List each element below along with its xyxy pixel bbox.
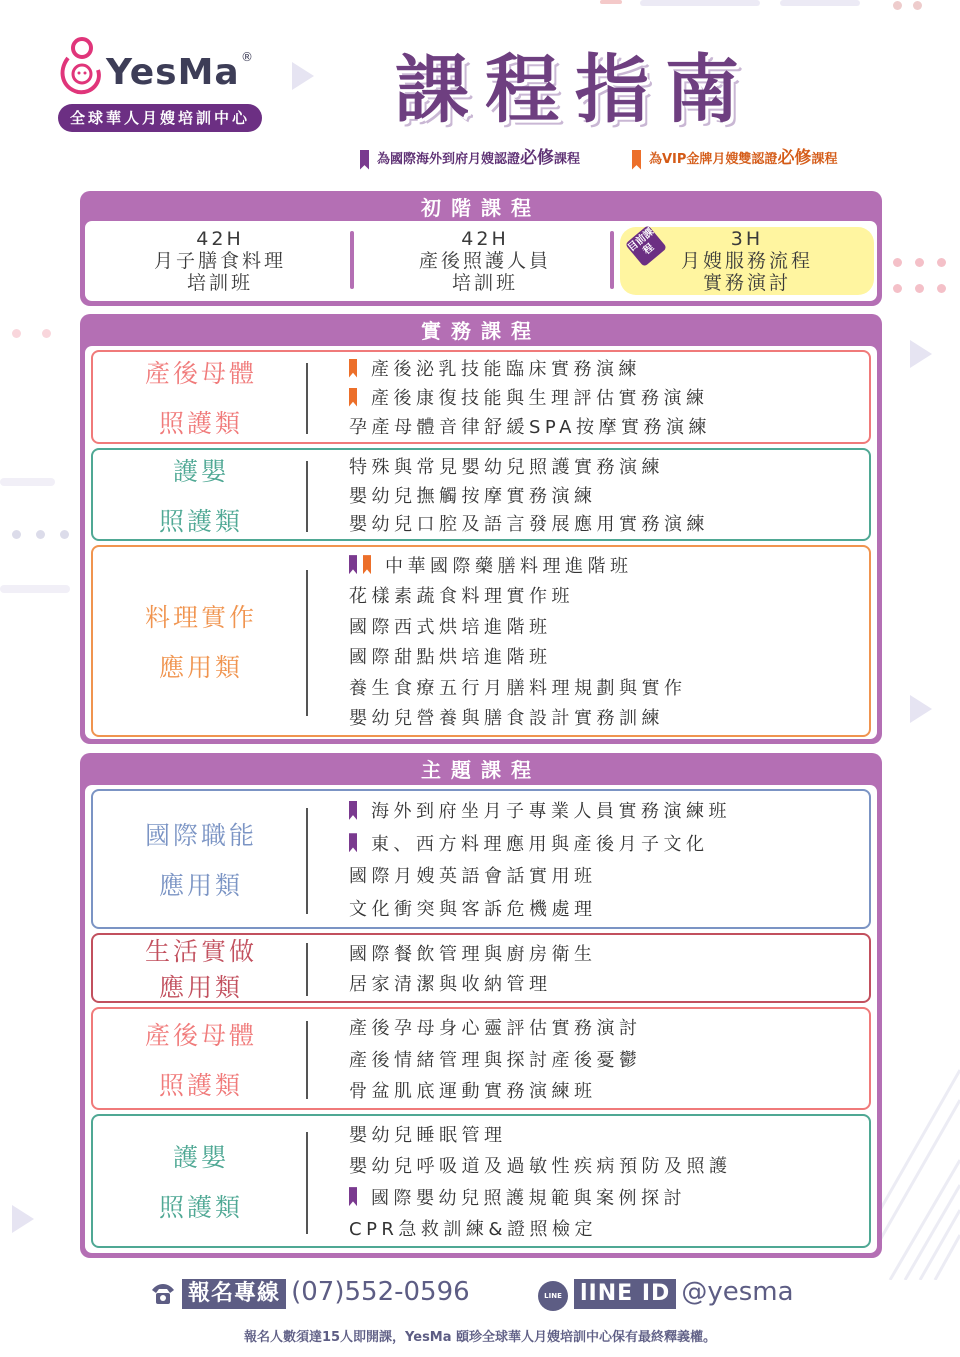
course-name: 月子膳食料理 [153, 250, 286, 272]
orange-bookmark-icon [349, 388, 357, 407]
course-item [349, 704, 859, 730]
course-list [349, 1116, 859, 1246]
course-item [349, 355, 859, 381]
bg-dot [12, 329, 21, 338]
bg-diagonal-lines [880, 1040, 960, 1280]
registered-mark: ® [241, 50, 253, 64]
logo-wordmark: YesMa [106, 52, 240, 93]
course-item-text: 骨盆肌底運動實務演練班 [349, 1080, 597, 1102]
course-item [349, 1184, 859, 1210]
footer-note: 報名人數須達15人即開課，YesMa 頤珍全球華人月嫂培訓中心保有最終釋義權。 [243, 1330, 717, 1345]
course-item-text: 花樣素蔬食料理實作班 [349, 586, 574, 608]
legend-text: 課程 [554, 152, 581, 167]
course-item [349, 970, 859, 996]
category-name-line: 照護類 [158, 506, 243, 536]
bg-dot [893, 258, 902, 267]
course-item-text: 海外到府坐月子專業人員實務演練班 [371, 801, 731, 823]
section-title: 實務課程 [421, 319, 541, 343]
bg-dot [915, 258, 924, 267]
category-divider [306, 1132, 308, 1234]
course-item-text: 產後情緒管理與探討產後憂鬱 [349, 1049, 642, 1071]
course-name: 培訓班 [451, 272, 518, 294]
section-title: 初階課程 [421, 196, 541, 220]
course-item-text: 國際嬰幼兒照護規範與案例探討 [371, 1187, 686, 1209]
course-item [349, 643, 859, 669]
category-divider [306, 570, 308, 716]
bg-stripe [780, 0, 860, 6]
course-item [349, 1121, 859, 1147]
course-item [349, 1014, 859, 1040]
line-contact [538, 1276, 794, 1308]
course-item [349, 940, 859, 966]
category-name [93, 547, 309, 735]
bg-stripe [600, 0, 622, 4]
line-id-label: lINE ID [574, 1279, 676, 1309]
course-name: 實務演討 [702, 272, 791, 294]
course-item-text: 國際月嫂英語會話實用班 [349, 866, 597, 888]
category-name [93, 1009, 309, 1108]
category-name-line: 應用類 [158, 653, 243, 682]
course-item-text: CPR急救訓練&證照檢定 [349, 1218, 597, 1240]
course-list [349, 352, 859, 442]
course-list [349, 547, 859, 735]
bg-triangle [910, 695, 932, 723]
category-card [91, 350, 871, 444]
course-item-text: 居家清潔與收納管理 [349, 974, 552, 996]
course-item [349, 797, 859, 823]
bg-dot [937, 258, 946, 267]
course-item-text: 國際餐飲管理與廚房衛生 [349, 943, 597, 965]
course-hours: 42H [196, 228, 244, 250]
purple-bookmark-icon [349, 833, 357, 852]
course-hours: 42H [461, 228, 509, 250]
course-item [349, 674, 859, 700]
course-item [349, 552, 859, 578]
bg-triangle [292, 62, 314, 90]
course-item [349, 895, 859, 921]
basic-course-section [80, 191, 882, 306]
category-name-line: 國際職能 [144, 821, 257, 850]
bg-triangle [910, 340, 932, 368]
course-item-text: 國際甜點烘培進階班 [349, 647, 552, 669]
mother-baby-logo-icon [58, 36, 106, 96]
practice-course-panel [85, 346, 877, 739]
orange-bookmark-icon [363, 555, 371, 574]
category-card [91, 933, 871, 1003]
theme-course-section [80, 753, 882, 1258]
course-item-text: 中華國際藥膳料理進階班 [385, 555, 633, 577]
category-name-line: 護嬰 [172, 1143, 229, 1172]
phone-label: 報名專線 [182, 1279, 286, 1309]
line-id[interactable]: @yesma [681, 1277, 794, 1307]
bg-stripe [0, 478, 55, 486]
course-item-text: 嬰幼兒營養與膳食設計實務訓練 [349, 708, 664, 730]
legend-text: 為VIP金牌月嫂雙認證 [649, 152, 778, 167]
category-card [91, 448, 871, 541]
course-item [349, 1077, 859, 1103]
course-item-text: 文化衝突與客訴危機處理 [349, 898, 597, 920]
legend-orange [632, 146, 837, 170]
line-app-icon: LINE [538, 1281, 568, 1311]
orange-bookmark-icon [349, 359, 357, 378]
phone-contact [150, 1276, 470, 1308]
course-item-text: 產後泌乳技能臨床實務演練 [371, 359, 641, 380]
course-item [349, 613, 859, 639]
category-name-line: 照護類 [158, 1070, 243, 1100]
category-divider [306, 943, 308, 996]
category-card [91, 545, 871, 737]
category-name [93, 352, 309, 442]
category-name-line: 應用類 [158, 973, 243, 1002]
course-item-text: 產後孕母身心靈評估實務演討 [349, 1018, 642, 1040]
practice-course-section [80, 314, 882, 744]
basic-course-3 [620, 221, 874, 301]
category-name [93, 450, 309, 539]
legend-text: 課程 [811, 152, 838, 167]
course-item [349, 384, 859, 410]
course-list [349, 935, 859, 1001]
course-item-text: 嬰幼兒口腔及語言發展應用實務演練 [349, 514, 709, 536]
category-name-line: 料理實作 [144, 603, 257, 632]
section-title: 主題課程 [421, 758, 541, 782]
legend-text: 為國際海外到府月嫂認證 [377, 152, 521, 167]
phone-number[interactable]: (07)552-0596 [291, 1277, 470, 1307]
category-divider [306, 363, 308, 434]
category-card [91, 1114, 871, 1248]
category-name-line: 產後母體 [144, 359, 257, 388]
course-item [349, 830, 859, 856]
course-item [349, 1152, 859, 1178]
column-divider [350, 231, 354, 289]
category-name [93, 935, 309, 1001]
course-item-text: 國際西式烘培進階班 [349, 616, 552, 638]
course-item [349, 582, 859, 608]
bg-triangle [12, 1205, 34, 1233]
current-course-stamp: 目前課程 [625, 225, 667, 267]
category-divider [306, 808, 308, 914]
category-name-line: 產後母體 [144, 1020, 257, 1050]
category-name-line: 護嬰 [172, 456, 229, 486]
basic-course-1 [85, 221, 355, 301]
telephone-icon [150, 1282, 176, 1310]
course-list [349, 450, 859, 539]
category-name-line: 應用類 [158, 871, 243, 900]
basic-course-panel [85, 221, 877, 301]
bg-dot [12, 530, 21, 539]
course-hours: 3H [730, 228, 764, 250]
purple-bookmark-icon [349, 1187, 357, 1206]
purple-bookmark-icon [360, 150, 369, 170]
course-name: 培訓班 [186, 272, 253, 294]
category-name [93, 1116, 309, 1246]
bg-dot [893, 284, 902, 293]
course-item [349, 482, 859, 508]
bg-dot [937, 284, 946, 293]
course-item-text: 養生食療五行月膳料理規劃與實作 [349, 677, 687, 699]
legend-purple [360, 146, 580, 170]
course-name: 產後照護人員 [418, 250, 551, 272]
course-item [349, 453, 859, 479]
course-list [349, 1009, 859, 1108]
category-name [93, 791, 309, 927]
course-item [349, 862, 859, 888]
course-item-text: 東、西方料理應用與產後月子文化 [371, 833, 709, 855]
column-divider [610, 231, 614, 289]
bg-dot [36, 530, 45, 539]
course-list [349, 791, 859, 927]
course-item-text: 特殊與常見嬰幼兒照護實務演練 [349, 456, 664, 478]
category-name-line: 照護類 [158, 409, 243, 438]
basic-course-2 [355, 221, 615, 301]
category-card [91, 1007, 871, 1110]
page-title: 課程指南 [395, 47, 755, 133]
course-item-text: 產後康復技能與生理評估實務演練 [371, 388, 709, 409]
category-name-line: 照護類 [158, 1193, 243, 1222]
course-item [349, 1046, 859, 1072]
category-divider [306, 461, 308, 532]
category-card [91, 789, 871, 929]
legend-emphasis: 必修 [777, 148, 812, 168]
bg-stripe [640, 0, 760, 6]
legend-emphasis: 必修 [520, 148, 555, 168]
course-item-text: 孕產母體音律舒緩SPA按摩實務演練 [349, 417, 711, 438]
bg-dot [42, 329, 51, 338]
bg-dot [60, 530, 69, 539]
course-item [349, 510, 859, 536]
course-item [349, 1215, 859, 1241]
bg-dot [893, 1, 902, 10]
bg-dot [915, 284, 924, 293]
theme-course-panel [85, 785, 877, 1253]
orange-bookmark-icon [632, 150, 641, 170]
course-name: 月嫂服務流程 [680, 250, 813, 272]
category-name-line: 生活實做 [144, 937, 257, 966]
bg-dot [913, 1, 922, 10]
course-item-text: 嬰幼兒睡眠管理 [349, 1125, 507, 1147]
course-item-text: 嬰幼兒呼吸道及過敏性疾病預防及照護 [349, 1156, 732, 1178]
purple-bookmark-icon [349, 801, 357, 820]
yesma-logo [58, 36, 268, 136]
purple-bookmark-icon [349, 555, 357, 574]
course-item-text: 嬰幼兒撫觸按摩實務演練 [349, 485, 597, 507]
category-divider [306, 1021, 308, 1099]
bg-stripe [0, 585, 70, 593]
logo-subtitle: 全球華人月嫂培訓中心 [58, 104, 262, 132]
course-item [349, 413, 859, 439]
